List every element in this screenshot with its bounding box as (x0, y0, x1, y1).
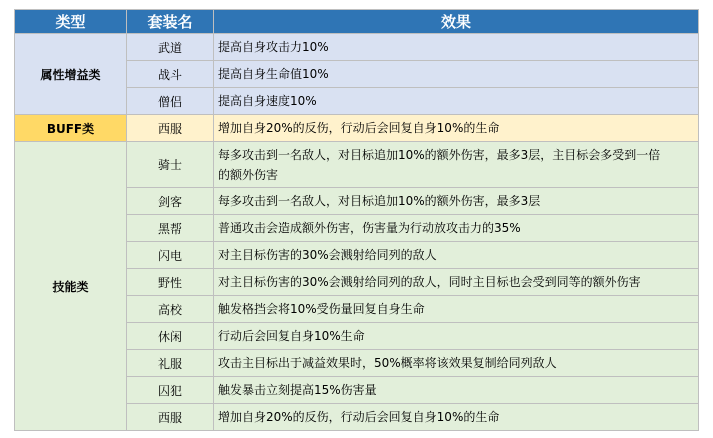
set-effect-line: 的额外伤害 (218, 167, 279, 182)
set-effect-line: 每多攻击到一名敌人，对目标追加10%的额外伤害，最多3层，主目标会多受到一倍 (218, 147, 661, 162)
set-name: 礼服 (127, 350, 214, 377)
set-bonus-table-wrapper (14, 9, 699, 431)
set-effect: 增加自身20%的反伤，行动后会回复自身10%的生命 (214, 115, 699, 142)
set-effect: 触发格挡会将10%受伤量回复自身生命 (214, 296, 699, 323)
set-effect: 攻击主目标出于减益效果时，50%概率将该效果复制给同列敌人 (214, 350, 699, 377)
set-effect: 每多攻击到一名敌人，对目标追加10%的额外伤害，最多3层 (214, 188, 699, 215)
set-effect: 提高自身生命值10% (214, 61, 699, 88)
table-row (15, 142, 699, 188)
set-effect: 行动后会回复自身10%生命 (214, 323, 699, 350)
group-buff: BUFF类 (15, 115, 127, 142)
set-name: 西服 (127, 115, 214, 142)
set-effect: 普通攻击会造成额外伤害，伤害量为行动放攻击力的35% (214, 215, 699, 242)
set-name: 黑帮 (127, 215, 214, 242)
group-skill: 技能类 (15, 142, 127, 431)
set-name: 高校 (127, 296, 214, 323)
group-attribute: 属性增益类 (15, 34, 127, 115)
set-effect: 提高自身攻击力10% (214, 34, 699, 61)
set-name: 囚犯 (127, 377, 214, 404)
set-effect: 提高自身速度10% (214, 88, 699, 115)
header-set-name: 套装名 (127, 10, 214, 34)
set-effect: 触发暴击立刻提高15%伤害量 (214, 377, 699, 404)
set-name: 僧侣 (127, 88, 214, 115)
set-bonus-table (14, 9, 699, 431)
set-name: 休闲 (127, 323, 214, 350)
set-name: 战斗 (127, 61, 214, 88)
set-name: 闪电 (127, 242, 214, 269)
set-effect: 增加自身20%的反伤，行动后会回复自身10%的生命 (214, 404, 699, 431)
header-type: 类型 (15, 10, 127, 34)
set-name: 剑客 (127, 188, 214, 215)
set-name: 野性 (127, 269, 214, 296)
set-name: 骑士 (127, 142, 214, 188)
set-effect (214, 142, 699, 188)
header-row (15, 10, 699, 34)
table-row (15, 115, 699, 142)
set-effect: 对主目标伤害的30%会溅射给同列的敌人，同时主目标也会受到同等的额外伤害 (214, 269, 699, 296)
set-name: 西服 (127, 404, 214, 431)
set-name: 武道 (127, 34, 214, 61)
set-effect: 对主目标伤害的30%会溅射给同列的敌人 (214, 242, 699, 269)
table-row (15, 34, 699, 61)
header-effect: 效果 (214, 10, 699, 34)
